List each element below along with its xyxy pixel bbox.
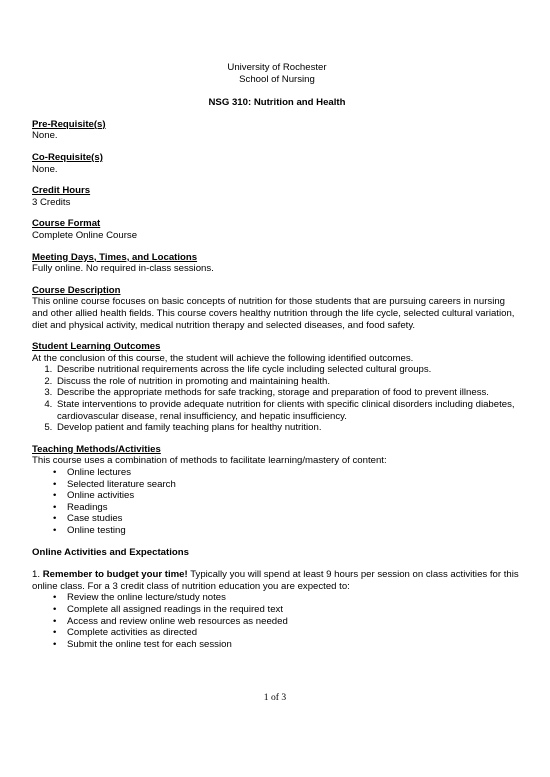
section-heading: Credit Hours — [32, 185, 91, 197]
list-item-text: Submit the online test for each session — [67, 638, 232, 650]
university-name: University of Rochester — [227, 62, 327, 73]
page-number: 1 of 3 — [263, 692, 287, 703]
bullet-icon: • — [53, 615, 57, 627]
section-body: This online course focuses on basic concepts of nutrition for those students that are pursuing careers in nursing and other allied health fields. This course covers healthy nutrition through the life cycle, selected cultural variation, diet and physical activity, medical nutrition therapy and selected diseases, and food safety. — [32, 296, 515, 331]
list-item: 1. Describe nutritional requirements across the life cycle including selected cultural groups. — [55, 364, 522, 376]
online-paragraph-1 — [32, 569, 522, 592]
list-item-text: Online testing — [67, 525, 126, 536]
section-heading: Co-Requisite(s) — [32, 151, 103, 163]
list-item-text: Review the online lecture/study notes — [67, 592, 226, 604]
section-body: Fully online. No required in-class sessions. — [32, 263, 214, 275]
list-item-text: Selected literature search — [67, 478, 176, 490]
list-item — [53, 501, 522, 514]
section-course-description — [32, 285, 522, 331]
bullet-icon: • — [53, 603, 57, 615]
bullet-icon: • — [53, 592, 57, 604]
bullet-icon: • — [53, 467, 57, 479]
bullet-icon: • — [53, 501, 57, 513]
list-item-text: Complete activities as directed — [67, 627, 198, 639]
list-item — [53, 467, 522, 479]
list-item-text: Case studies — [67, 513, 123, 525]
section-heading: Course Description — [32, 284, 121, 296]
expectations-list — [32, 592, 522, 650]
section-body: None. — [32, 130, 58, 142]
list-item-text: Access and review online web resources as needed — [67, 615, 288, 627]
section-heading: Online Activities and Expectations — [32, 546, 189, 558]
list-item — [53, 638, 522, 651]
section-teaching-methods — [32, 444, 522, 537]
list-item-text: Readings — [67, 501, 108, 513]
list-item — [53, 615, 522, 628]
list-item — [53, 478, 522, 491]
section-intro: This course uses a combination of methods to facilitate learning/mastery of content: — [32, 455, 387, 467]
list-item: 2. Discuss the role of nutrition in promoting and maintaining health. — [55, 376, 522, 388]
list-item — [53, 525, 522, 537]
list-item: 4. State interventions to provide adequate nutrition for clients with specific clinical disorders including diabetes, cardiovascular disease, renal insufficiency, and hepatic insufficiency. — [55, 399, 522, 422]
school-name: School of Nursing — [239, 73, 315, 85]
section-heading: Pre-Requisite(s) — [32, 118, 106, 130]
list-item — [53, 592, 522, 604]
section-intro: At the conclusion of this course, the student will achieve the following identified outcomes. — [32, 352, 414, 364]
list-item — [53, 627, 522, 639]
bullet-icon: • — [53, 490, 57, 502]
section-prerequisites — [32, 119, 522, 142]
document-page — [32, 62, 522, 650]
bullet-icon: • — [53, 638, 57, 650]
section-online-activities — [32, 547, 522, 651]
list-item — [53, 513, 522, 525]
section-meeting — [32, 252, 522, 275]
outcomes-list — [32, 364, 522, 434]
section-heading: Teaching Methods/Activities — [32, 443, 161, 455]
paragraph-text: Typically you will spend at least 9 hours per session on class activities for this online class. For a 3 credit class of nutrition education you are expected to: — [32, 569, 519, 592]
list-item: 3. Describe the appropriate methods for safe tracking, storage and preparation of food to prevent illness. — [55, 387, 522, 399]
section-body: Complete Online Course — [32, 229, 138, 241]
section-body: None. — [32, 163, 58, 175]
section-credit-hours — [32, 185, 522, 208]
section-body: 3 Credits — [32, 196, 71, 208]
list-item: 5. Develop patient and family teaching plans for healthy nutrition. — [55, 422, 522, 434]
paragraph-emphasis: Remember to budget your time! — [42, 569, 188, 581]
bullet-icon: • — [53, 627, 57, 639]
bullet-icon: • — [53, 525, 57, 536]
section-learning-outcomes — [32, 341, 522, 434]
section-heading: Student Learning Outcomes — [32, 341, 161, 353]
methods-list — [32, 467, 522, 537]
course-title: NSG 310: Nutrition and Health — [208, 97, 346, 109]
list-item — [53, 490, 522, 502]
list-item-text: Online activities — [67, 490, 135, 502]
bullet-icon: • — [53, 513, 57, 525]
section-corequisites — [32, 152, 522, 175]
list-item — [53, 603, 522, 616]
section-heading: Course Format — [32, 218, 101, 230]
section-heading: Meeting Days, Times, and Locations — [32, 251, 198, 263]
list-item-text: Online lectures — [67, 467, 131, 479]
section-course-format — [32, 218, 522, 241]
bullet-icon: • — [53, 478, 57, 490]
list-item-text: Complete all assigned readings in the required text — [67, 603, 283, 615]
paragraph-number: 1. — [32, 569, 41, 581]
